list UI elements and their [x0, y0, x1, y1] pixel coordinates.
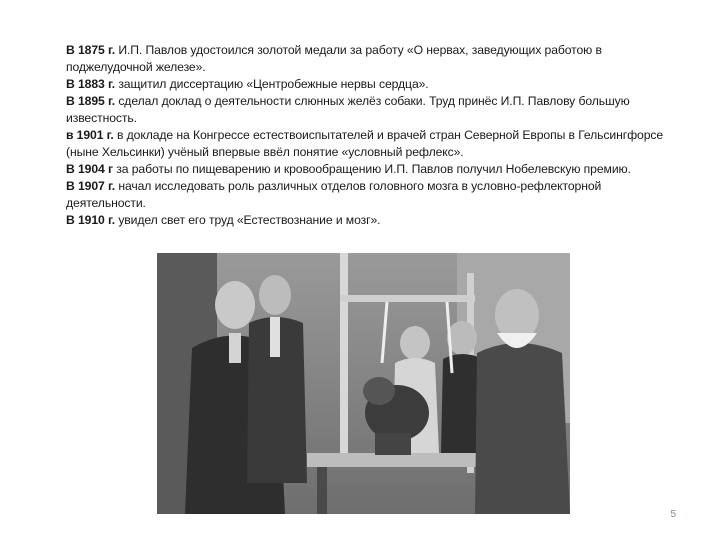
paragraph-1904 — [66, 161, 666, 178]
year-label: В 1875 г. — [66, 43, 116, 57]
paragraph-1883 — [66, 76, 666, 93]
paragraph-1875 — [66, 42, 666, 76]
year-label: В 1907 г. — [66, 179, 116, 193]
year-label: в 1901 г. — [66, 128, 114, 142]
historical-photo — [157, 253, 570, 514]
paragraph-1907 — [66, 178, 666, 212]
paragraph-text: защитил диссертацию «Центробежные нервы сердца». — [115, 77, 429, 91]
photo-illustration — [157, 253, 570, 514]
text-block — [66, 42, 666, 229]
year-label: В 1910 г. — [66, 213, 116, 227]
year-label: В 1883 г. — [66, 77, 116, 91]
paragraph-1901 — [66, 127, 666, 161]
paragraph-text: увидел свет его труд «Естествознание и мозг». — [115, 213, 381, 227]
paragraph-text: сделал доклад о деятельности слюнных желёз собаки. Труд принёс И.П. Павлову большую известность. — [66, 94, 630, 125]
page-number: 5 — [670, 509, 676, 520]
paragraph-1910 — [66, 212, 666, 229]
year-label: В 1895 г. — [66, 94, 116, 108]
year-label: В 1904 г — [66, 162, 113, 176]
paragraph-text: начал исследовать роль различных отделов головного мозга в условно-рефлекторной деятельности. — [66, 179, 602, 210]
paragraph-text: И.П. Павлов удостоился золотой медали за работу «О нервах, заведующих работою в поджелудочной железе». — [66, 43, 602, 74]
paragraph-text: за работы по пищеварению и кровообращению И.П. Павлов получил Нобелевскую премию. — [112, 162, 631, 176]
paragraph-1895 — [66, 93, 666, 127]
paragraph-text: в докладе на Конгрессе естествоиспытателей и врачей стран Северной Европы в Гельсингфорсе (ныне Хельсинки) учёный впервые ввёл понятие «условный рефлекс». — [66, 128, 664, 159]
